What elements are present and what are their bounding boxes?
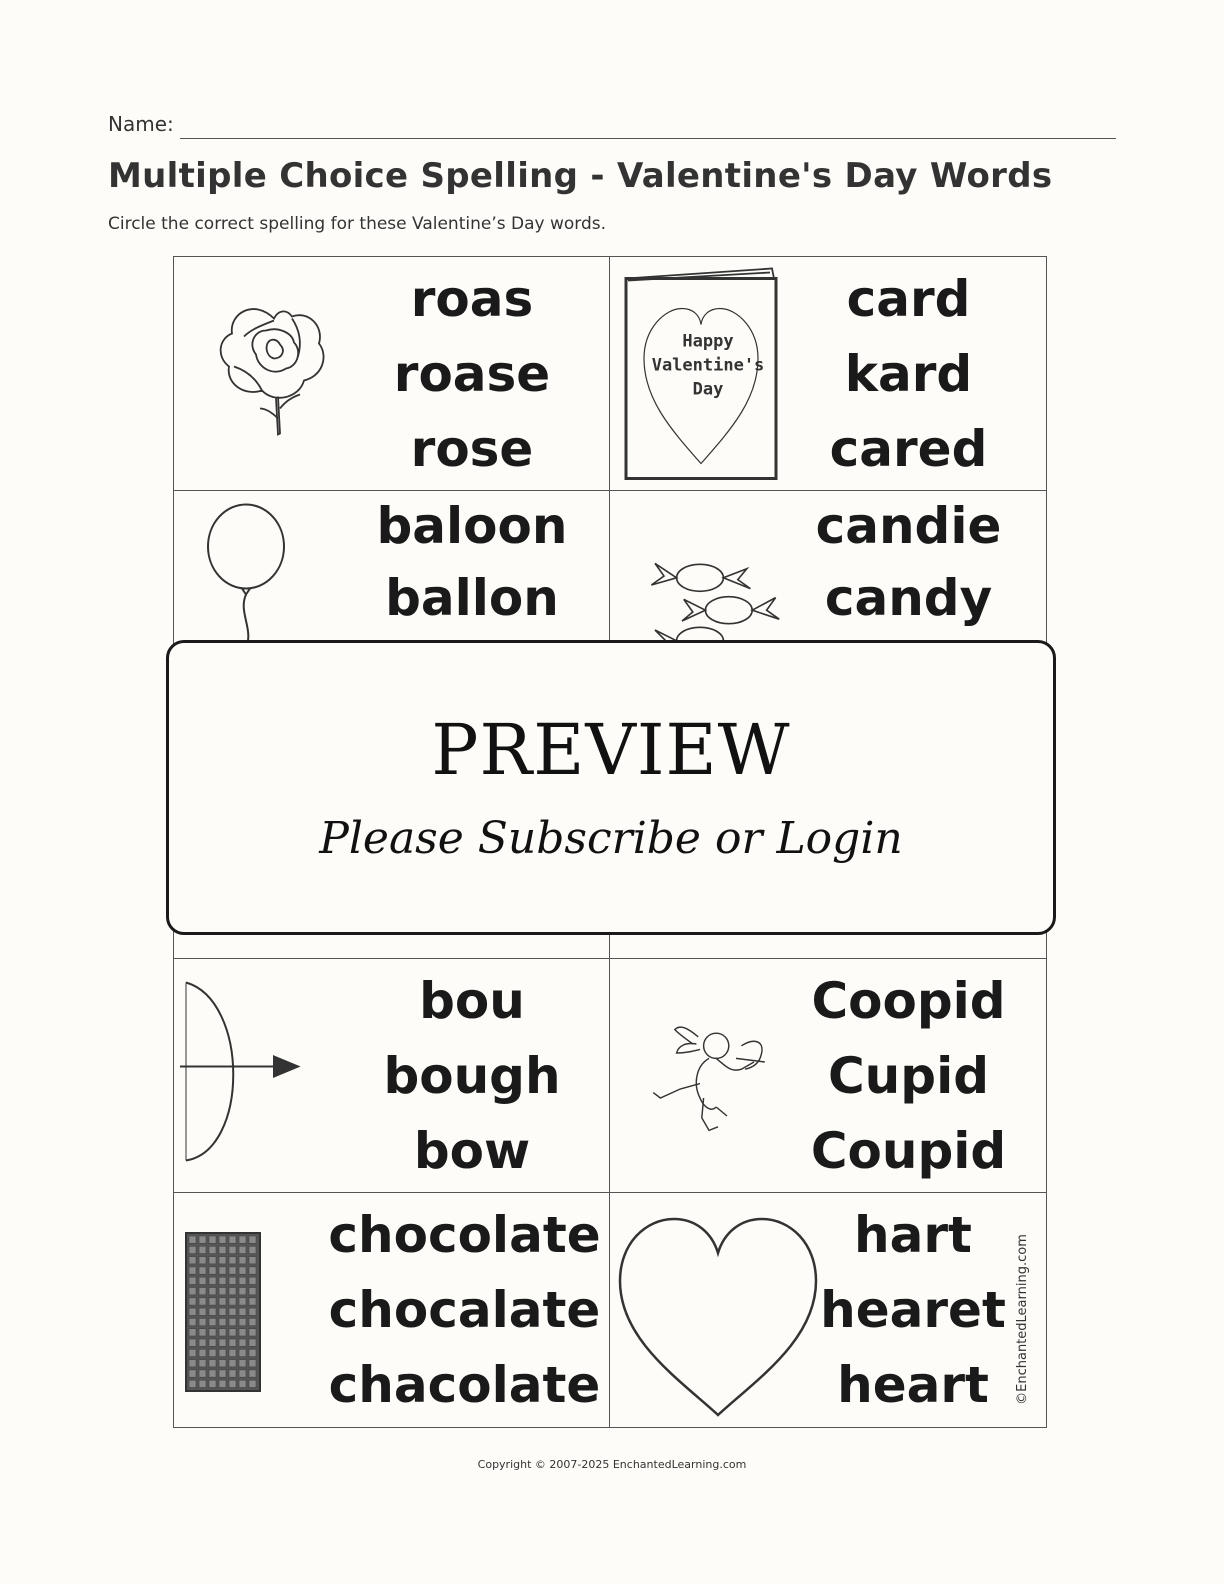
- choices: [775, 963, 1042, 1188]
- copyright: Copyright © 2007-2025 EnchantedLearning.com: [477, 1458, 747, 1471]
- cell-card: [610, 257, 1046, 491]
- choice-word[interactable]: Coupid: [810, 1121, 1007, 1180]
- card-text-line: Valentine's: [651, 355, 765, 376]
- name-label: Name:: [108, 112, 174, 136]
- choices: [324, 1197, 605, 1423]
- heart-icon: [610, 1193, 830, 1427]
- choices: [810, 1197, 1016, 1423]
- cell-bow: [174, 959, 610, 1193]
- choice-word[interactable]: chocalate: [328, 1280, 601, 1339]
- choice-word[interactable]: chacolate: [328, 1356, 601, 1415]
- choice-word[interactable]: candie: [815, 497, 1002, 555]
- choice-word[interactable]: ballon: [385, 569, 559, 627]
- choice-word[interactable]: bou: [419, 971, 525, 1030]
- cell-heart: [610, 1193, 1046, 1427]
- choice-word[interactable]: hart: [854, 1205, 972, 1264]
- choice-word[interactable]: bough: [383, 1046, 561, 1105]
- page-title: Multiple Choice Spelling - Valentine's Day Words: [108, 156, 1053, 196]
- cell-chocolate: [174, 1193, 610, 1427]
- choice-word[interactable]: candy: [824, 569, 993, 627]
- choice-word[interactable]: rose: [410, 419, 534, 478]
- side-credit: ©EnchantedLearning.com: [1015, 1234, 1031, 1405]
- preview-overlay[interactable]: [166, 640, 1056, 935]
- choices: [339, 261, 605, 486]
- choice-word[interactable]: roas: [410, 269, 534, 328]
- valentine-card-icon: [610, 257, 790, 490]
- choices: [339, 963, 605, 1188]
- choice-word[interactable]: bow: [413, 1121, 531, 1180]
- choice-word[interactable]: heart: [837, 1356, 989, 1415]
- card-text-line: Day: [692, 379, 724, 400]
- choice-word[interactable]: roase: [393, 344, 551, 403]
- name-row: [108, 110, 1116, 142]
- choice-word[interactable]: hearet: [820, 1280, 1006, 1339]
- card-text-line: Happy: [682, 331, 734, 352]
- instructions: Circle the correct spelling for these Valentine’s Day words.: [108, 214, 607, 234]
- choice-word[interactable]: Cupid: [827, 1046, 989, 1105]
- choice-word[interactable]: cared: [829, 419, 988, 478]
- choice-word[interactable]: kard: [844, 344, 973, 403]
- choice-word[interactable]: chocolate: [328, 1205, 601, 1264]
- preview-login-prompt[interactable]: Please Subscribe or Login: [319, 813, 903, 864]
- name-line[interactable]: [180, 138, 1116, 139]
- cell-rose: [174, 257, 610, 491]
- rose-icon: [174, 257, 354, 490]
- preview-title: PREVIEW: [431, 709, 791, 791]
- choice-word[interactable]: baloon: [376, 497, 568, 555]
- cell-cupid: [610, 959, 1046, 1193]
- cupid-icon: [610, 959, 790, 1192]
- bow-and-arrow-icon: [174, 959, 354, 1192]
- choice-word[interactable]: Coopid: [811, 971, 1006, 1030]
- choices: [775, 261, 1042, 486]
- choice-word[interactable]: card: [846, 269, 971, 328]
